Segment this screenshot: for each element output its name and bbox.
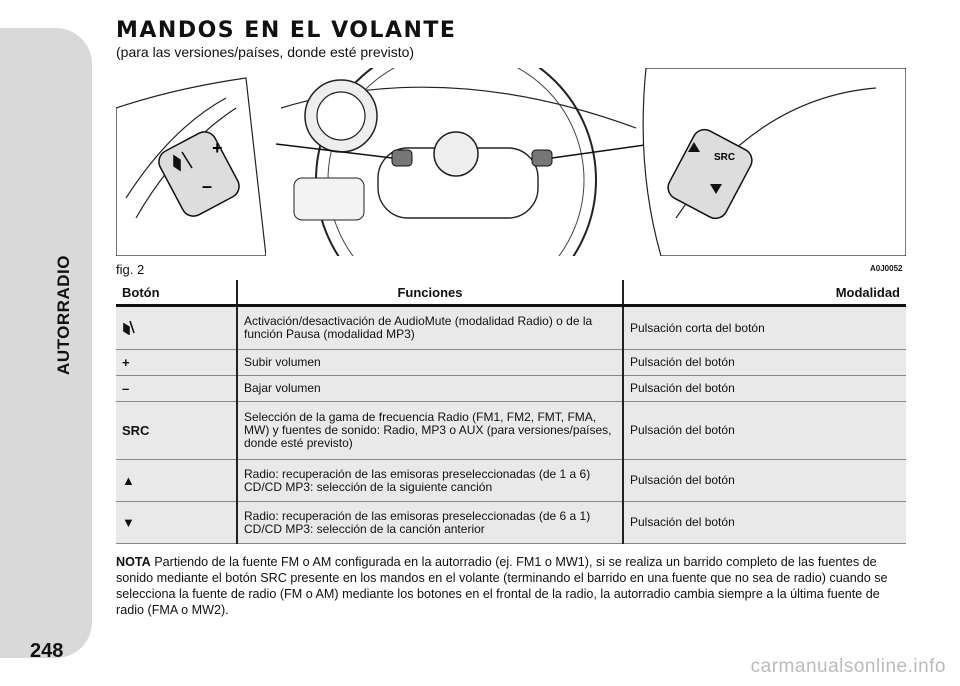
- page-number: 248: [30, 640, 64, 662]
- left-control-inset: [116, 78, 266, 256]
- figure-code: A0J0052: [870, 264, 903, 273]
- header-modalidad: Modalidad: [623, 280, 906, 306]
- table-row: [116, 502, 906, 544]
- boton-cell: SRC: [116, 402, 237, 460]
- note-label: NOTA: [116, 555, 151, 569]
- function-cell: Activación/desactivación de AudioMute (modalidad Radio) o de la función Pausa (modalidad MP3): [237, 306, 623, 350]
- table-row: [116, 376, 906, 402]
- boton-cell: ▼: [116, 502, 237, 544]
- plus-icon: +: [212, 138, 223, 158]
- boton-cell: –: [116, 376, 237, 402]
- function-cell: Subir volumen: [237, 350, 623, 376]
- page-title: MANDOS EN EL VOLANTE: [116, 18, 457, 43]
- center-wheel: [266, 68, 652, 256]
- watermark: carmanualsonline.info: [750, 656, 946, 677]
- boton-cell: [116, 306, 237, 350]
- note-text: Partiendo de la fuente FM o AM configurada en la autorradio (ej. FM1 o MW1), si se realiza un barrido completo de las fuentes de sonido mediante el botón SRC presente en los mandos en el volante (terminando el barrido en una fuente que no sea de radio) cuando se selecciona la fuente de radio (FM o AM) mediante los botones en el frontal de la radio, la autorradio cambia siempre a la última fuente de radio (FMA o MW2).: [116, 555, 888, 617]
- table-row: [116, 460, 906, 502]
- boton-cell: ▲: [116, 460, 237, 502]
- table-row: [116, 402, 906, 460]
- right-control-inset: [643, 68, 906, 256]
- mode-cell: Pulsación del botón: [623, 460, 906, 502]
- function-cell: Bajar volumen: [237, 376, 623, 402]
- steering-wheel-figure: [116, 68, 906, 256]
- mute-icon: [122, 319, 136, 335]
- boton-cell: +: [116, 350, 237, 376]
- mode-cell: Pulsación del botón: [623, 350, 906, 376]
- header-boton: Botón: [116, 280, 237, 306]
- mode-cell: Pulsación del botón: [623, 502, 906, 544]
- functions-table: [116, 280, 906, 544]
- src-label: SRC: [714, 152, 736, 163]
- table-row: [116, 350, 906, 376]
- function-cell: Radio: recuperación de las emisoras preseleccionadas (de 6 a 1) CD/CD MP3: selección de la canción anterior: [237, 502, 623, 544]
- figure-caption: fig. 2: [116, 262, 145, 277]
- note-paragraph: [116, 554, 906, 618]
- mode-cell: Pulsación corta del botón: [623, 306, 906, 350]
- function-cell: Radio: recuperación de las emisoras preseleccionadas (de 1 a 6) CD/CD MP3: selección de la siguiente canción: [237, 460, 623, 502]
- header-funciones: Funciones: [237, 280, 623, 306]
- mode-cell: Pulsación del botón: [623, 402, 906, 460]
- table-header-row: [116, 280, 906, 306]
- section-label: AUTORRADIO: [54, 255, 73, 375]
- mode-cell: Pulsación del botón: [623, 376, 906, 402]
- minus-icon: –: [202, 176, 213, 196]
- function-cell: Selección de la gama de frecuencia Radio (FM1, FM2, FMT, FMA, MW) y fuentes de sonido: Radio, MP3 o AUX (para versiones/países, donde esté previsto): [237, 402, 623, 460]
- table-row: [116, 306, 906, 350]
- page-subtitle: (para las versiones/países, donde esté previsto): [116, 44, 415, 60]
